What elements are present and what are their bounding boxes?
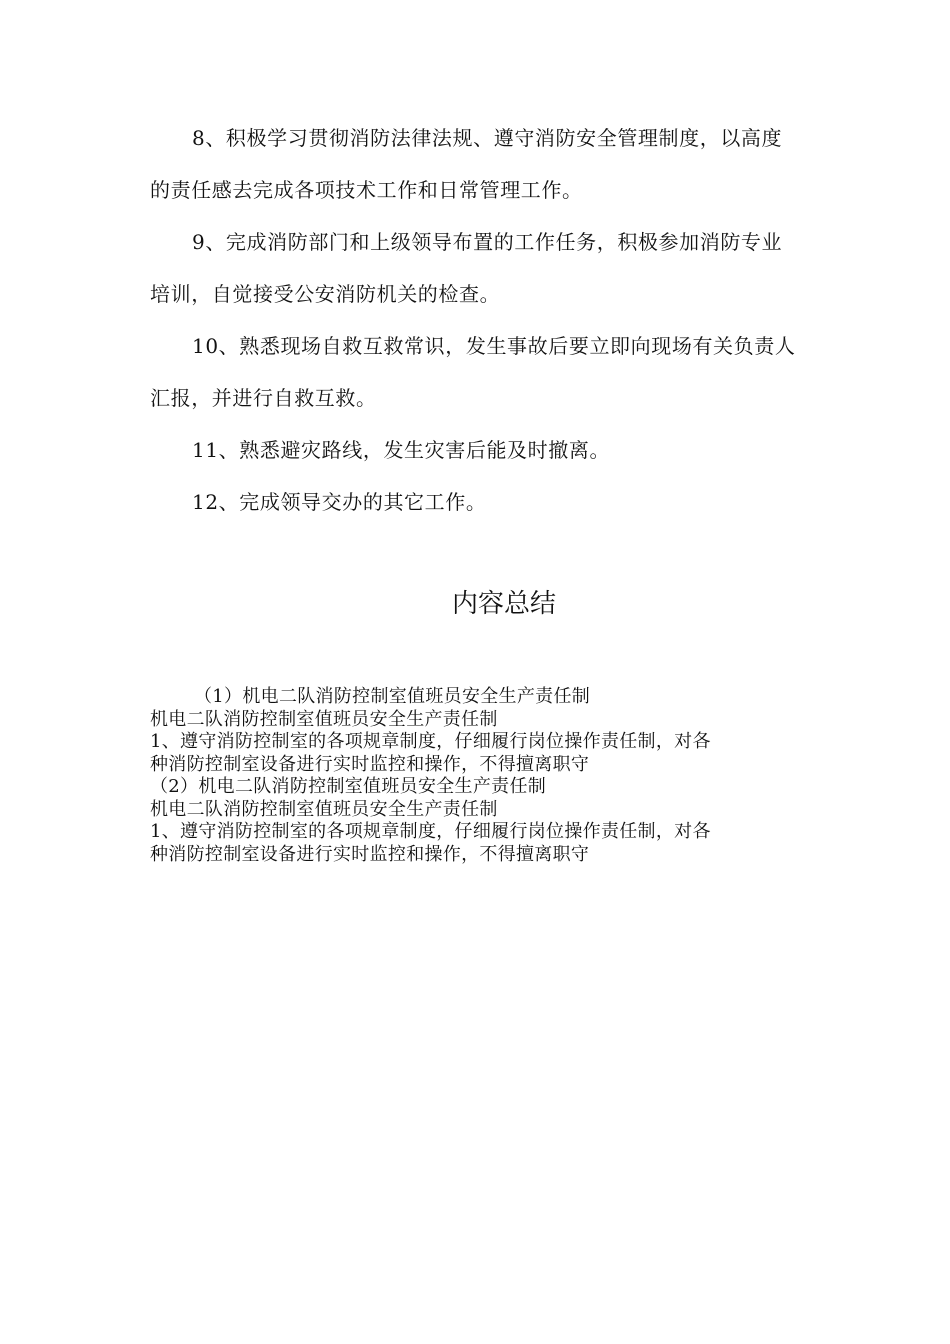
summary-line: （2）机电二队消防控制室值班员安全生产责任制 — [150, 776, 547, 797]
summary-line: 机电二队消防控制室值班员安全生产责任制 — [150, 708, 498, 730]
paragraph-item-11: 11、熟悉避灾路线，发生灾害后能及时撤离。 — [192, 438, 611, 462]
summary-line: （1）机电二队消防控制室值班员安全生产责任制 — [194, 686, 591, 707]
summary-line: 1、遵守消防控制室的各项规章制度，仔细履行岗位操作责任制，对各 — [150, 821, 711, 842]
summary-title: 内容总结 — [451, 589, 556, 619]
summary-line: 机电二队消防控制室值班员安全生产责任制 — [150, 798, 498, 820]
paragraph-item-9: 9、完成消防部门和上级领导布置的工作任务，积极参加消防专业培训，自觉接受公安消防机关的检查。 — [150, 230, 783, 306]
summary-line: 1、遵守消防控制室的各项规章制度，仔细履行岗位操作责任制，对各 — [150, 731, 711, 752]
summary-line: 种消防控制室设备进行实时监控和操作，不得擅离职守 — [150, 843, 590, 865]
paragraph-item-8: 8、积极学习贯彻消防法律法规、遵守消防安全管理制度，以高度的责任感去完成各项技术工作和日常管理工作。 — [150, 126, 783, 202]
paragraph-item-12: 12、完成领导交办的其它工作。 — [192, 490, 487, 514]
summary-line: 种消防控制室设备进行实时监控和操作，不得擅离职守 — [150, 753, 590, 775]
paragraph-item-10: 10、熟悉现场自救互救常识，发生事故后要立即向现场有关负责人汇报，并进行自救互救。 — [150, 334, 796, 410]
summary-block — [150, 686, 800, 866]
